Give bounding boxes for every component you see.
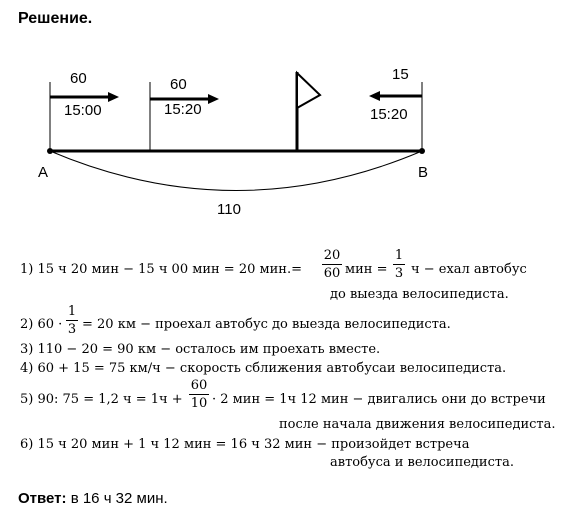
step2-fraction <box>66 304 78 337</box>
cyclist-speed-label: 15 <box>392 66 409 83</box>
answer-line <box>18 490 168 507</box>
step2-suffix: = 20 км − проехал автобус до выезда велосипедиста. <box>82 317 451 332</box>
step5-suffix: · 2 мин = 1ч 12 мин − двигались они до встречи <box>212 392 546 407</box>
step5-frac-numerator: 60 <box>190 378 208 393</box>
distance-label: 110 <box>217 201 241 218</box>
answer-label: Ответ: <box>18 490 67 507</box>
point-a-label: A <box>38 164 49 181</box>
step4-text: 4) 60 + 15 = 75 км/ч − скорость сближения автобусаи велосипедиста. <box>20 361 507 376</box>
distance-arc <box>50 151 422 191</box>
step1-frac2-numerator: 1 <box>394 248 404 263</box>
step2-prefix: 2) 60 · <box>20 317 63 332</box>
step1-line2: до выезда велосипедиста. <box>330 287 509 302</box>
step1-mid: мин = <box>345 262 388 277</box>
step5-prefix: 5) 90: 75 = 1,2 ч = 1ч + <box>20 392 183 407</box>
point-b-label: B <box>418 164 429 181</box>
flag-icon <box>297 72 320 151</box>
step1-frac1-denominator: 60 <box>323 266 341 281</box>
cyclist-arrow-icon <box>369 91 422 101</box>
bus2-speed-label: 60 <box>170 76 187 93</box>
bus2-time-label: 15:20 <box>164 101 202 118</box>
step6-text: 6) 15 ч 20 мин + 1 ч 12 мин = 16 ч 32 мин − произойдет встреча <box>20 437 470 452</box>
step1-suffix: ч − ехал автобус <box>411 262 527 277</box>
bus1-arrow-icon <box>50 92 119 102</box>
step1-fraction-2 <box>393 248 405 281</box>
step5-line2: после начала движения велосипедиста. <box>279 417 556 432</box>
motion-diagram <box>0 0 587 240</box>
step1-frac2-denominator: 3 <box>394 266 404 281</box>
bus1-speed-label: 60 <box>70 70 87 87</box>
answer-text: в 16 ч 32 мин. <box>70 490 168 507</box>
step1-fraction-1 <box>322 248 342 281</box>
step2-frac-numerator: 1 <box>67 304 77 319</box>
step1-frac1-numerator: 20 <box>323 248 341 263</box>
step2-frac-denominator: 3 <box>67 322 77 337</box>
cyclist-time-label: 15:20 <box>370 106 408 123</box>
step5-fraction <box>189 378 209 411</box>
solution-heading: Решение. <box>18 10 93 27</box>
step3-text: 3) 110 − 20 = 90 км − осталось им проехать вместе. <box>20 342 381 357</box>
step6-line2: автобуса и велосипедиста. <box>330 455 514 470</box>
step1-prefix: 1) 15 ч 20 мин − 15 ч 00 мин = 20 мин.= <box>20 262 302 277</box>
step5-frac-denominator: 10 <box>190 396 208 411</box>
bus1-time-label: 15:00 <box>64 102 102 119</box>
